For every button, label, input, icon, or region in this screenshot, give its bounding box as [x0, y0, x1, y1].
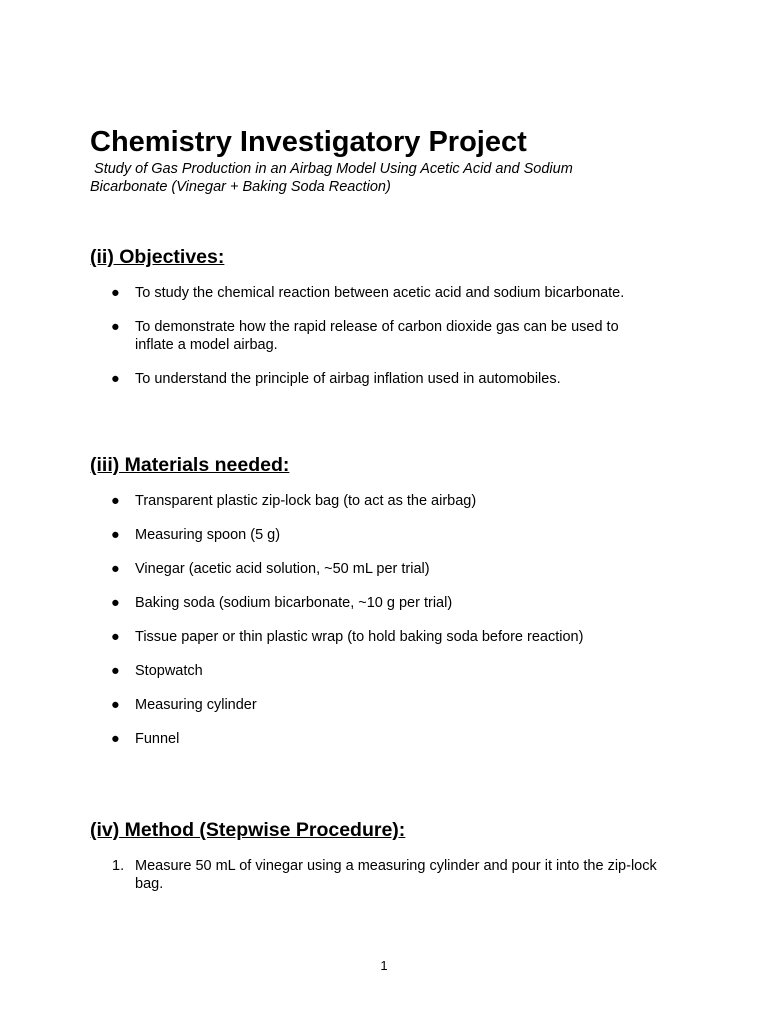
list-item	[90, 492, 660, 510]
list-item	[90, 730, 660, 748]
bullet-icon: ●	[111, 629, 120, 645]
objectives-heading: (ii) Objectives:	[90, 246, 225, 268]
bullet-icon: ●	[111, 731, 120, 747]
list-item-text: Stopwatch	[135, 663, 203, 679]
page-number: 1	[380, 958, 388, 973]
list-item-text: To study the chemical reaction between acetic acid and sodium bicarbonate.	[135, 285, 625, 301]
bullet-icon: ●	[111, 561, 120, 577]
method-steps-list	[90, 857, 660, 909]
step-number: 1.	[112, 858, 125, 874]
list-item	[90, 696, 660, 714]
list-item-text: Transparent plastic zip-lock bag (to act as the airbag)	[135, 493, 477, 509]
list-item	[90, 662, 660, 680]
list-item-text: Tissue paper or thin plastic wrap (to hold baking soda before reaction)	[135, 629, 584, 645]
list-item-text: To demonstrate how the rapid release of carbon dioxide gas can be used to inflate a model airbag.	[135, 319, 619, 353]
method-heading: (iv) Method (Stepwise Procedure):	[90, 819, 406, 841]
bullet-icon: ●	[111, 663, 120, 679]
list-item	[90, 628, 660, 646]
bullet-icon: ●	[111, 595, 120, 611]
materials-heading: (iii) Materials needed:	[90, 454, 290, 476]
list-item-text: Measuring cylinder	[135, 697, 257, 713]
bullet-icon: ●	[111, 371, 120, 387]
list-item	[90, 318, 660, 354]
list-item	[90, 370, 660, 388]
document-subtitle: Study of Gas Production in an Airbag Model Using Acetic Acid and Sodium Bicarbonate (Vinegar + Baking Soda Reaction)	[90, 161, 577, 195]
list-item-text: Measuring spoon (5 g)	[135, 527, 281, 543]
list-item-text: Baking soda (sodium bicarbonate, ~10 g per trial)	[135, 595, 453, 611]
bullet-icon: ●	[111, 527, 120, 543]
list-item-text: Funnel	[135, 731, 180, 747]
bullet-icon: ●	[111, 285, 120, 301]
list-item-text: Vinegar (acetic acid solution, ~50 mL per trial)	[135, 561, 430, 577]
list-item	[90, 857, 660, 893]
materials-list	[90, 492, 660, 764]
list-item	[90, 526, 660, 544]
bullet-icon: ●	[111, 319, 120, 335]
objectives-list	[90, 284, 660, 404]
document-title: Chemistry Investigatory Project	[90, 126, 527, 158]
list-item	[90, 594, 660, 612]
list-item-text: Measure 50 mL of vinegar using a measuring cylinder and pour it into the zip-lock bag.	[135, 858, 657, 892]
bullet-icon: ●	[111, 493, 120, 509]
list-item	[90, 284, 660, 302]
bullet-icon: ●	[111, 697, 120, 713]
list-item	[90, 560, 660, 578]
list-item-text: To understand the principle of airbag inflation used in automobiles.	[135, 371, 561, 387]
